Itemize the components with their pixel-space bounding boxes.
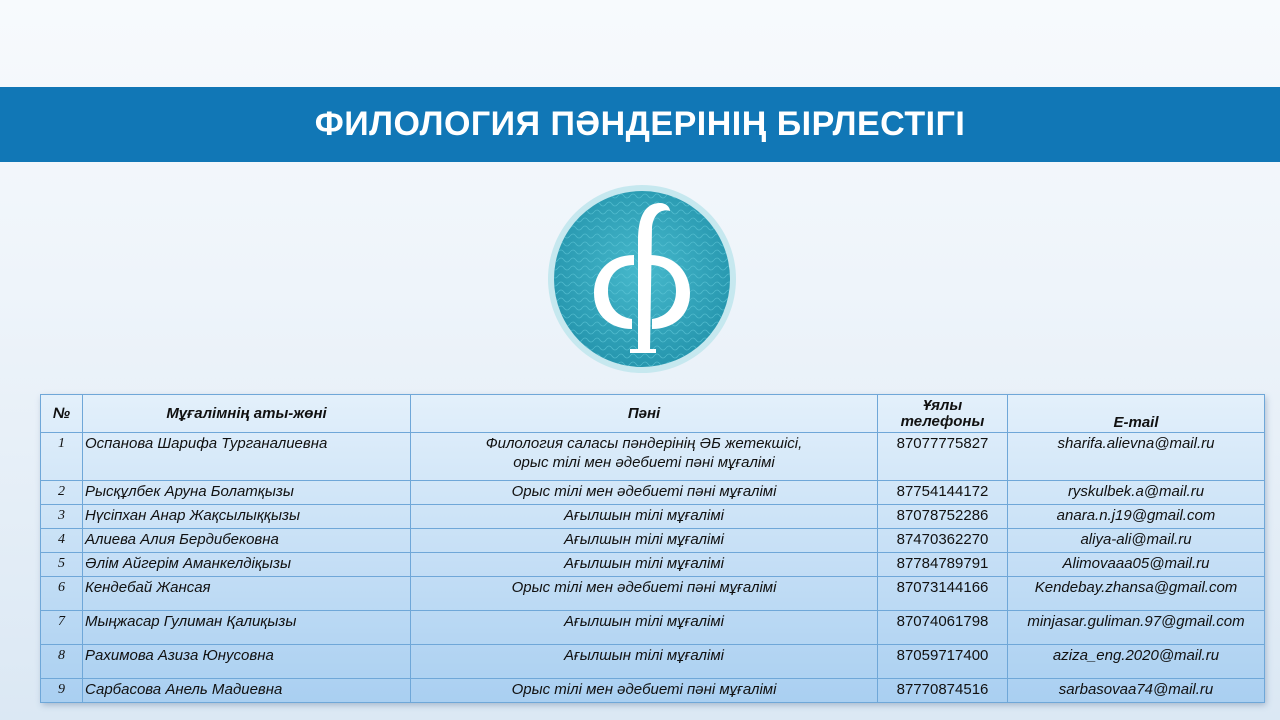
row-num: 3 [41,505,83,529]
header-num: № [41,395,83,433]
row-num: 4 [41,529,83,553]
table-header-row [41,395,1265,433]
row-email: Alimovaaa05@mail.ru [1008,553,1265,577]
row-subject: Ағылшын тілі мұғалімі [411,505,878,529]
header-name: Мұғалімнің аты-жөні [83,395,411,433]
row-subject-line: Филология саласы пәндерінің ӘБ жетекшісі, [485,435,803,452]
table-row [41,529,1265,553]
philology-logo-icon [546,183,738,375]
row-name: Сарбасова Анель Мадиевна [83,679,411,703]
header-phone-line1: Ұялы [922,396,963,414]
row-name: Нүсіпхан Анар Жақсылыққызы [83,505,411,529]
row-name: Рысқұлбек Аруна Болатқызы [83,481,411,505]
row-subject: Орыс тілі мен әдебиеті пәні мұғалімі [411,679,878,703]
title-banner [0,87,1280,162]
row-email: Kendebay.zhansa@gmail.com [1008,577,1265,611]
row-name: Кендебай Жансая [83,577,411,611]
row-name: Мыңжасар Гулиман Қалиқызы [83,611,411,645]
row-num: 8 [41,645,83,679]
row-subject: Ағылшын тілі мұғалімі [411,611,878,645]
teachers-table [40,394,1265,703]
row-phone: 87784789791 [878,553,1008,577]
row-phone: 87078752286 [878,505,1008,529]
row-subject: Ағылшын тілі мұғалімі [411,529,878,553]
row-email: minjasar.guliman.97@gmail.com [1008,611,1265,645]
row-email: sharifa.alievna@mail.ru [1008,433,1265,481]
table-row [41,505,1265,529]
header-subject: Пәні [411,395,878,433]
table-row [41,645,1265,679]
row-num: 1 [41,433,83,481]
teachers-table-container [40,394,1264,702]
row-phone: 87754144172 [878,481,1008,505]
row-phone: 87770874516 [878,679,1008,703]
header-email: E-mail [1008,395,1265,433]
row-subject: Ағылшын тілі мұғалімі [411,645,878,679]
row-num: 5 [41,553,83,577]
row-subject: Орыс тілі мен әдебиеті пәні мұғалімі [411,481,878,505]
header-phone [878,395,1008,433]
table-row [41,679,1265,703]
row-phone: 87470362270 [878,529,1008,553]
row-phone: 87073144166 [878,577,1008,611]
row-num: 9 [41,679,83,703]
table-row [41,553,1265,577]
row-subject-line: орыс тілі мен әдебиеті пәні мұғалімі [513,454,775,471]
row-email: aziza_eng.2020@mail.ru [1008,645,1265,679]
row-phone: 87077775827 [878,433,1008,481]
row-phone: 87074061798 [878,611,1008,645]
row-name: Алиева Алия Бердибековна [83,529,411,553]
row-email: anara.n.j19@gmail.com [1008,505,1265,529]
row-num: 6 [41,577,83,611]
row-subject: Орыс тілі мен әдебиеті пәні мұғалімі [411,577,878,611]
row-email: ryskulbek.a@mail.ru [1008,481,1265,505]
row-subject [411,433,878,481]
row-email: sarbasovaa74@mail.ru [1008,679,1265,703]
table-row [41,577,1265,611]
row-subject: Ағылшын тілі мұғалімі [411,553,878,577]
table-row [41,611,1265,645]
row-name: Әлім Айгерім Аманкелдіқызы [83,553,411,577]
header-phone-line2: телефоны [900,412,985,430]
row-phone: 87059717400 [878,645,1008,679]
row-num: 2 [41,481,83,505]
row-email: aliya-ali@mail.ru [1008,529,1265,553]
row-name: Оспанова Шарифа Турганалиевна [83,433,411,481]
table-row [41,481,1265,505]
row-num: 7 [41,611,83,645]
table-row [41,433,1265,481]
row-name: Рахимова Азиза Юнусовна [83,645,411,679]
page-title: ФИЛОЛОГИЯ ПӘНДЕРІНІҢ БІРЛЕСТІГІ [314,105,966,143]
